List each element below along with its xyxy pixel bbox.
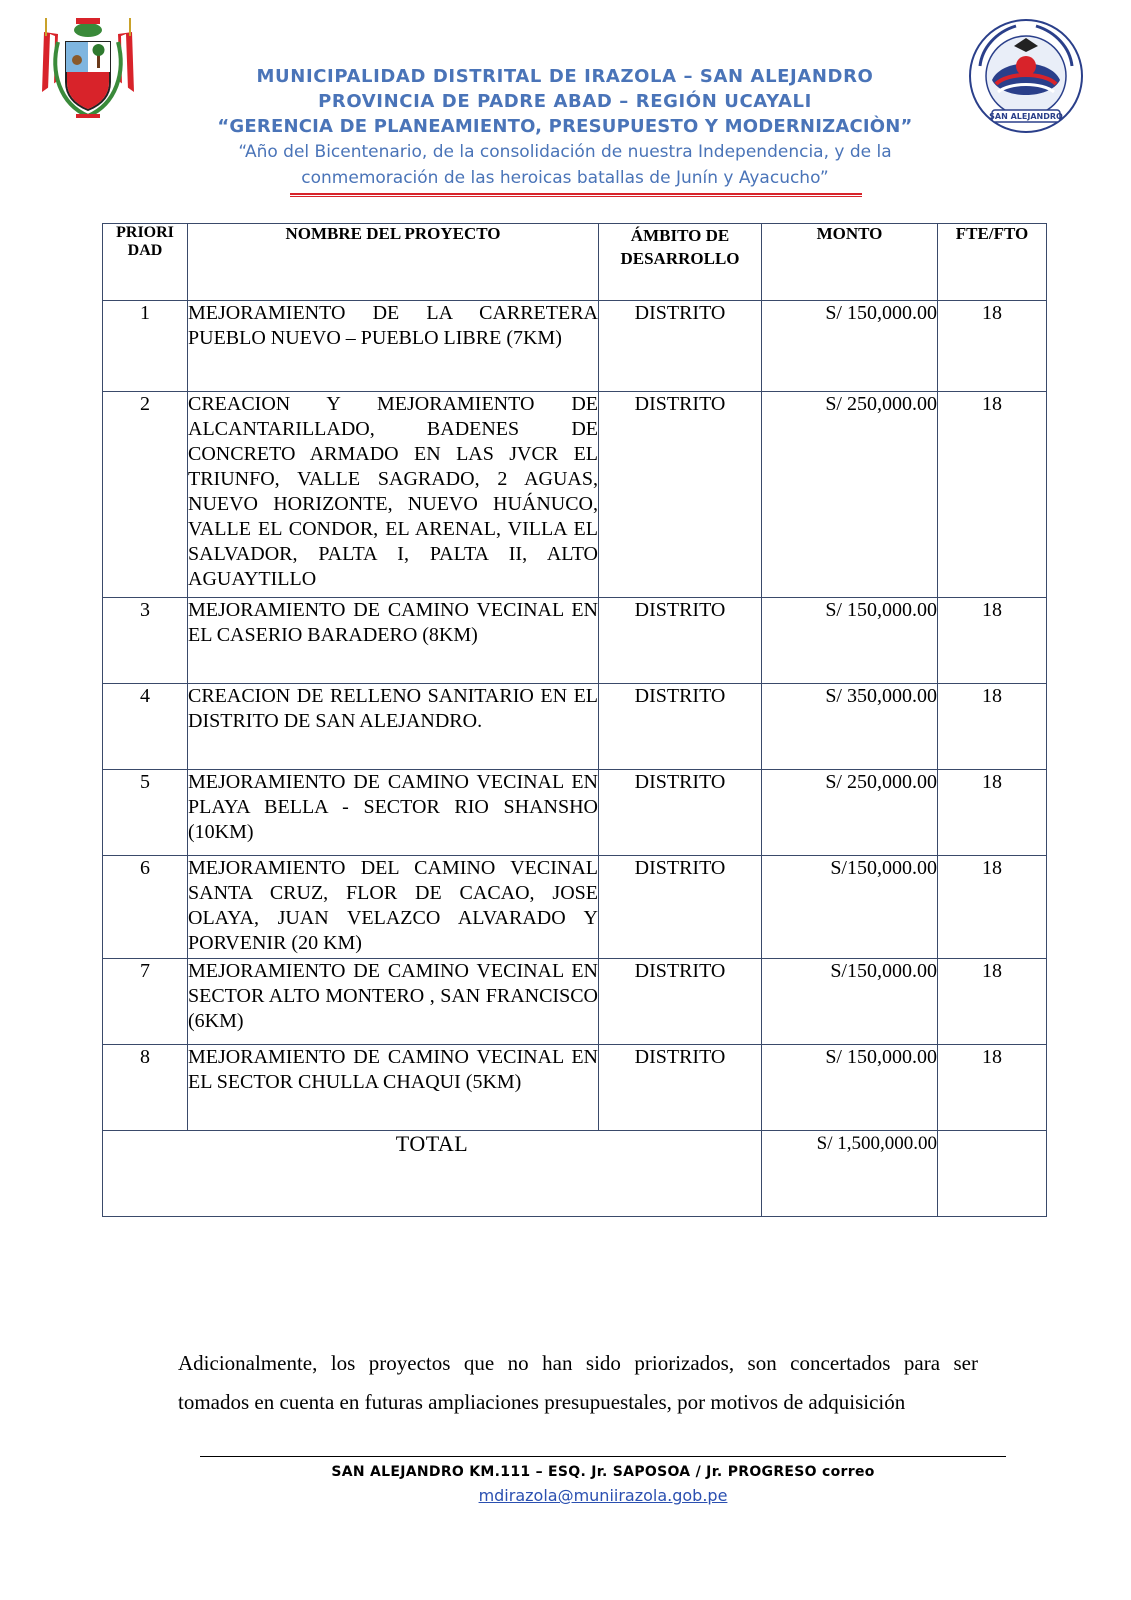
header-department: “GERENCIA DE PLANEAMIENTO, PRESUPUESTO Y MODERNIZACIÒN” xyxy=(217,116,913,137)
header-priority: PRIORI DAD xyxy=(103,224,188,301)
footer-email-link[interactable]: mdirazola@muniirazola.gob.pe xyxy=(478,1486,728,1505)
row-amount: S/ 350,000.00 xyxy=(762,684,938,770)
table-row xyxy=(103,856,1047,959)
row-priority: 1 xyxy=(103,301,188,392)
row-project-name: MEJORAMIENTO DE CAMINO VECINAL EN PLAYA BELLA - SECTOR RIO SHANSHO (10KM) xyxy=(188,770,599,856)
total-amount: S/ 1,500,000.00 xyxy=(762,1131,938,1217)
row-source: 18 xyxy=(938,392,1047,598)
row-source: 18 xyxy=(938,770,1047,856)
row-priority: 2 xyxy=(103,392,188,598)
row-priority: 4 xyxy=(103,684,188,770)
row-priority: 3 xyxy=(103,598,188,684)
header-divider xyxy=(290,193,862,197)
row-amount: S/ 250,000.00 xyxy=(762,770,938,856)
municipal-seal-icon xyxy=(966,18,1086,136)
table-row xyxy=(103,684,1047,770)
header-province: PROVINCIA DE PADRE ABAD – REGIÓN UCAYALI xyxy=(318,91,812,112)
header-municipality: MUNICIPALIDAD DISTRITAL DE IRAZOLA – SAN ALEJANDRO xyxy=(256,66,874,87)
table-total-row xyxy=(103,1131,1047,1217)
table-row xyxy=(103,301,1047,392)
row-scope: DISTRITO xyxy=(599,1045,762,1131)
row-source: 18 xyxy=(938,959,1047,1045)
table-row xyxy=(103,1045,1047,1131)
header-scope: ÁMBITO DE DESARROLLO xyxy=(599,224,762,301)
table-row xyxy=(103,598,1047,684)
footer-divider xyxy=(200,1456,1006,1457)
row-source: 18 xyxy=(938,301,1047,392)
row-amount: S/ 150,000.00 xyxy=(762,301,938,392)
row-source: 18 xyxy=(938,598,1047,684)
row-amount: S/ 150,000.00 xyxy=(762,1045,938,1131)
total-label: TOTAL xyxy=(103,1131,762,1217)
header-year-motto-1: “Año del Bicentenario, de la consolidación de nuestra Independencia, y de la xyxy=(238,142,892,162)
row-amount: S/150,000.00 xyxy=(762,856,938,959)
body-paragraph-line-1: Adicionalmente, los proyectos que no han sido priorizados, son concertados para ser xyxy=(178,1351,978,1375)
row-priority: 8 xyxy=(103,1045,188,1131)
row-source: 18 xyxy=(938,1045,1047,1131)
row-scope: DISTRITO xyxy=(599,392,762,598)
seal-label: SAN ALEJANDRO xyxy=(989,112,1063,121)
header-source: FTE/FTO xyxy=(938,224,1047,301)
row-project-name: MEJORAMIENTO DE CAMINO VECINAL EN SECTOR ALTO MONTERO , SAN FRANCISCO (6KM) xyxy=(188,959,599,1045)
row-source: 18 xyxy=(938,684,1047,770)
header-project-name: NOMBRE DEL PROYECTO xyxy=(188,224,599,301)
row-project-name: MEJORAMIENTO DE CAMINO VECINAL EN EL CASERIO BARADERO (8KM) xyxy=(188,598,599,684)
row-project-name: CREACION DE RELLENO SANITARIO EN EL DISTRITO DE SAN ALEJANDRO. xyxy=(188,684,599,770)
footer-address: SAN ALEJANDRO KM.111 – ESQ. Jr. SAPOSOA / Jr. PROGRESO correo xyxy=(331,1464,875,1480)
row-amount: S/150,000.00 xyxy=(762,959,938,1045)
table-row xyxy=(103,959,1047,1045)
header-year-motto-2: conmemoración de las heroicas batallas de Junín y Ayacucho” xyxy=(301,168,829,188)
row-priority: 5 xyxy=(103,770,188,856)
row-scope: DISTRITO xyxy=(599,959,762,1045)
row-priority: 7 xyxy=(103,959,188,1045)
table-row xyxy=(103,392,1047,598)
row-project-name: MEJORAMIENTO DE CAMINO VECINAL EN EL SECTOR CHULLA CHAQUI (5KM) xyxy=(188,1045,599,1131)
row-project-name: CREACION Y MEJORAMIENTO DE ALCANTARILLADO, BADENES DE CONCRETO ARMADO EN LAS JVCR EL TRIUNFO, VALLE SAGRADO, 2 AGUAS, NUEVO HORIZONTE, NUEVO HUÁNUCO, VALLE EL CONDOR, EL ARENAL, VILLA EL SALVADOR, PALTA I, PALTA II, ALTO AGUAYTILLO xyxy=(188,392,599,598)
row-project-name: MEJORAMIENTO DEL CAMINO VECINAL SANTA CRUZ, FLOR DE CACAO, JOSE OLAYA, JUAN VELAZCO ALVARADO Y PORVENIR (20 KM) xyxy=(188,856,599,959)
row-scope: DISTRITO xyxy=(599,856,762,959)
table-header-row xyxy=(103,224,1047,301)
row-scope: DISTRITO xyxy=(599,684,762,770)
row-priority: 6 xyxy=(103,856,188,959)
row-project-name: MEJORAMIENTO DE LA CARRETERA PUEBLO NUEVO – PUEBLO LIBRE (7KM) xyxy=(188,301,599,392)
row-amount: S/ 150,000.00 xyxy=(762,598,938,684)
row-source: 18 xyxy=(938,856,1047,959)
table-row xyxy=(103,770,1047,856)
row-scope: DISTRITO xyxy=(599,301,762,392)
row-amount: S/ 250,000.00 xyxy=(762,392,938,598)
row-scope: DISTRITO xyxy=(599,598,762,684)
projects-table xyxy=(102,223,1047,1217)
row-scope: DISTRITO xyxy=(599,770,762,856)
total-source-empty xyxy=(938,1131,1047,1217)
body-paragraph-line-2: tomados en cuenta en futuras ampliaciones presupuestales, por motivos de adquisición xyxy=(178,1390,906,1414)
peru-coat-of-arms-icon xyxy=(36,12,140,124)
header-amount: MONTO xyxy=(762,224,938,301)
